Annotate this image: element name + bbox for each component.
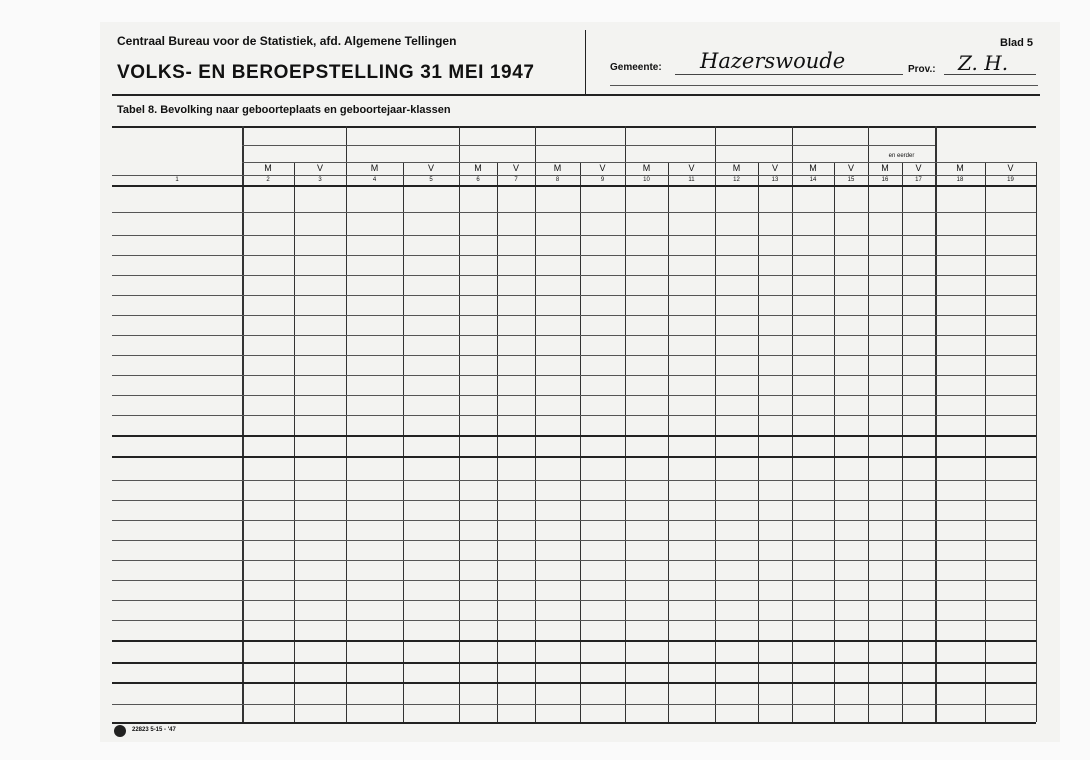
col-number-14: 14 bbox=[809, 177, 817, 183]
header-bottom-rule bbox=[112, 94, 1040, 96]
row-line-14 bbox=[112, 480, 1036, 481]
hdr-line-1 bbox=[242, 145, 935, 146]
col-line-16 bbox=[902, 162, 903, 722]
row-line-16 bbox=[112, 520, 1036, 521]
mv-label-18: V bbox=[1007, 163, 1014, 173]
col-line-10 bbox=[668, 162, 669, 722]
mv-label-8: V bbox=[599, 163, 606, 173]
mv-label-12: V bbox=[771, 163, 778, 173]
province-value: Z. H. bbox=[958, 51, 1009, 75]
row-line-4 bbox=[112, 275, 1036, 276]
header-rule bbox=[610, 85, 1038, 86]
mv-label-13: M bbox=[809, 163, 817, 173]
col-line-17 bbox=[935, 126, 937, 722]
col-line-18 bbox=[985, 162, 986, 722]
col-line-4 bbox=[403, 162, 404, 722]
table-bottom-rule bbox=[112, 722, 1036, 724]
col-line-19 bbox=[1036, 162, 1037, 722]
mv-label-10: V bbox=[688, 163, 695, 173]
col-number-9: 9 bbox=[600, 177, 605, 183]
col-line-12 bbox=[758, 162, 759, 722]
mv-label-14: V bbox=[847, 163, 854, 173]
col-number-4: 4 bbox=[372, 177, 377, 183]
row-line-7 bbox=[112, 335, 1036, 336]
header-divider bbox=[585, 30, 586, 94]
mv-label-2: V bbox=[316, 163, 323, 173]
row-line-18 bbox=[112, 560, 1036, 561]
col-number-12: 12 bbox=[733, 177, 740, 183]
col-line-14 bbox=[834, 162, 835, 722]
col-number-2: 2 bbox=[266, 177, 270, 183]
province-label: Prov.: bbox=[908, 64, 936, 75]
table-caption: Tabel 8. Bevolking naar geboorteplaats en geboortejaar-klassen bbox=[117, 104, 451, 116]
col-line-7 bbox=[535, 126, 536, 722]
col-line-3 bbox=[346, 126, 347, 722]
mv-label-4: V bbox=[427, 163, 434, 173]
table-top-rule bbox=[112, 126, 1036, 128]
hdr-line-4 bbox=[112, 185, 1036, 187]
municipality-value: Hazerswoude bbox=[700, 49, 846, 73]
col-line-9 bbox=[625, 126, 626, 722]
row-line-8 bbox=[112, 355, 1036, 356]
mv-label-1: M bbox=[264, 163, 272, 173]
col-number-13: 13 bbox=[771, 177, 779, 183]
bureau-name: Centraal Bureau voor de Statistiek, afd. Algemene Tellingen bbox=[117, 34, 457, 48]
col-line-11 bbox=[715, 126, 716, 722]
cbs-logo-icon bbox=[114, 725, 126, 737]
row-line-24 bbox=[112, 682, 1036, 684]
col-number-6: 6 bbox=[476, 177, 480, 183]
col-number-1: 1 bbox=[175, 177, 179, 183]
col-line-5 bbox=[459, 126, 460, 722]
col-number-10: 10 bbox=[643, 177, 650, 183]
municipality-line bbox=[675, 74, 903, 75]
col-line-1 bbox=[242, 126, 244, 722]
mv-label-16: V bbox=[915, 163, 922, 173]
year-group-8 bbox=[868, 149, 935, 160]
row-line-9 bbox=[112, 375, 1036, 376]
row-line-10 bbox=[112, 395, 1036, 396]
mv-label-17: M bbox=[956, 163, 964, 173]
col-line-2 bbox=[294, 162, 295, 722]
col-line-6 bbox=[497, 162, 498, 722]
mv-label-11: M bbox=[732, 163, 741, 173]
col-number-17: 17 bbox=[915, 177, 922, 183]
hdr-line-3 bbox=[112, 175, 1036, 176]
row-line-22 bbox=[112, 640, 1036, 642]
row-line-17 bbox=[112, 540, 1036, 541]
sheet-number: Blad 5 bbox=[1000, 37, 1034, 49]
mv-label-9: M bbox=[642, 163, 651, 173]
mv-label-6: V bbox=[512, 163, 519, 173]
col-number-19: 19 bbox=[1007, 177, 1014, 183]
year-group-suffix: en eerder bbox=[888, 153, 915, 159]
row-line-25 bbox=[112, 704, 1036, 705]
census-title: VOLKS- EN BEROEPSTELLING 31 MEI 1947 bbox=[117, 62, 535, 83]
mv-label-5: M bbox=[474, 163, 482, 173]
mv-label-15: M bbox=[881, 163, 889, 173]
row-line-19 bbox=[112, 580, 1036, 581]
col-number-16: 16 bbox=[881, 177, 889, 183]
col-number-18: 18 bbox=[956, 177, 964, 183]
print-code: 22823 5-15 - '47 bbox=[132, 727, 176, 733]
row-line-11 bbox=[112, 415, 1036, 416]
row-line-2 bbox=[112, 235, 1036, 236]
row-line-20 bbox=[112, 600, 1036, 601]
col-number-15: 15 bbox=[847, 177, 855, 183]
col-line-8 bbox=[580, 162, 581, 722]
col-number-7: 7 bbox=[514, 177, 518, 183]
col-number-5: 5 bbox=[429, 177, 433, 183]
municipality-label: Gemeente: bbox=[610, 62, 662, 73]
row-line-21 bbox=[112, 620, 1036, 621]
row-line-23 bbox=[112, 662, 1036, 664]
col-number-11: 11 bbox=[688, 177, 695, 183]
mv-label-3: M bbox=[370, 163, 379, 173]
col-number-8: 8 bbox=[555, 177, 560, 183]
col-line-13 bbox=[792, 126, 793, 722]
row-line-12 bbox=[112, 435, 1036, 437]
col-line-15 bbox=[868, 126, 869, 722]
mv-label-7: M bbox=[553, 163, 562, 173]
row-line-13 bbox=[112, 456, 1036, 458]
row-line-3 bbox=[112, 255, 1036, 256]
col-number-3: 3 bbox=[318, 177, 322, 183]
row-line-6 bbox=[112, 315, 1036, 316]
row-line-5 bbox=[112, 295, 1036, 296]
row-line-15 bbox=[112, 500, 1036, 501]
row-line-1 bbox=[112, 212, 1036, 213]
